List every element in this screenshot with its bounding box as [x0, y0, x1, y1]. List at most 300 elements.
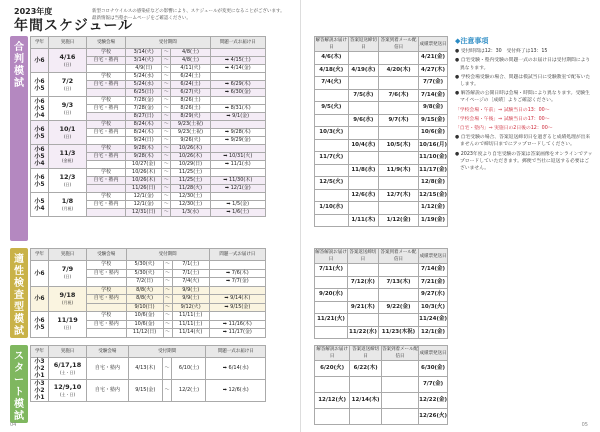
venue-cell: 自宅・塾内	[87, 358, 129, 380]
venue-cell: 学校	[87, 49, 126, 57]
period-start: 8/27(日)	[125, 113, 161, 121]
result-cell: 12/22(金)	[419, 393, 448, 409]
result-cell	[348, 264, 379, 277]
result-cell: 12/8(金)	[419, 177, 448, 190]
result-cell: 1/12(金)	[379, 214, 419, 227]
result-cell: 11/24(金)	[419, 314, 448, 327]
period-sep: ～	[163, 89, 169, 95]
period-start: 4/9(日)	[125, 65, 161, 73]
exam-date-cell	[49, 193, 87, 217]
notice-item: ● 学校会場受験の場合、問題は模試当日に受験教室で配布いたします。	[455, 74, 591, 88]
exam-date: 4/16	[59, 52, 76, 61]
section-label-gohan	[10, 36, 28, 241]
period-start: 6/25(日)	[125, 89, 161, 97]
result-cell: 6/20(火)	[315, 361, 350, 377]
column-header: 答案到着メール配信日	[382, 347, 418, 359]
result-cell	[381, 409, 418, 425]
delivery-date: ➡ 9/14(木)	[209, 295, 265, 304]
table-row	[315, 114, 448, 127]
result-cell: 7/14(金)	[419, 89, 448, 102]
result-cell: 9/22(金)	[378, 301, 418, 314]
result-cell	[315, 114, 349, 127]
note-line2: 最新情報は当塾ホームページをご確認ください。	[92, 16, 191, 21]
delivery-date	[210, 49, 265, 57]
delivery-date: ➡ 4/15(土)	[210, 57, 265, 65]
exam-dow: (日)	[63, 274, 72, 280]
result-cell: 7/14(金)	[419, 264, 448, 277]
result-cell: 11/22(水)	[348, 326, 379, 339]
column-header: 受付期間	[126, 249, 209, 261]
table-row	[31, 193, 266, 201]
period-end: 11/28(火)	[171, 185, 210, 193]
period-sep: ～	[163, 261, 172, 270]
period-start: 10/26(木)	[125, 169, 161, 177]
exam-date-cell	[49, 121, 87, 145]
table-row	[31, 380, 266, 402]
period-sep: ～	[163, 65, 169, 71]
period-start: 11/12(日)	[126, 329, 163, 338]
note-line1: 新型コロナウイルスの感染症などの影響により、スケジュールが変更になることがございます。	[92, 9, 285, 14]
grade-cell: 小6	[31, 49, 49, 73]
period-sep: ～	[163, 329, 172, 338]
notice-item: 「学校会場・午前」⇒ 試験当日の13：00〜	[455, 107, 550, 113]
period-start: 8/24(木)	[125, 121, 161, 129]
column-header: 学年	[31, 249, 49, 261]
period-start: 5/30(火)	[126, 269, 163, 278]
result-cell	[348, 202, 378, 215]
notice-box	[455, 38, 593, 174]
period-sep: ～	[163, 145, 169, 151]
period-start: 9/28(木)	[125, 145, 161, 153]
column-header: 答案返送締切日	[349, 250, 377, 262]
column-header: 問題一式お届け日	[209, 249, 265, 261]
column-header: 実施日	[49, 249, 87, 261]
result-cell	[379, 77, 419, 90]
column-header: 受付期間	[125, 37, 210, 49]
period-start: 5/24(水)	[125, 73, 161, 81]
table-row	[315, 152, 448, 165]
delivery-date: ➡ 11/17(金)	[209, 329, 265, 338]
period-start: 11/26(日)	[125, 185, 161, 193]
venue-cell: 学校	[87, 97, 126, 105]
table-row	[31, 358, 266, 380]
result-cell	[350, 377, 382, 393]
period-end: 4/11(火)	[171, 65, 210, 73]
period-start: 4/13(木)	[128, 358, 162, 380]
delivery-date: ➡ 12/1(金)	[210, 185, 265, 193]
result-cell: 10/3(火)	[315, 127, 349, 140]
venue-cell: 学校	[87, 312, 127, 321]
period-start: 7/28(金)	[125, 97, 161, 105]
table-row	[31, 49, 266, 57]
result-cell: 4/19(水)	[348, 64, 378, 77]
column-header: 答案返送締切日	[349, 38, 377, 50]
period-sep: ～	[163, 303, 172, 312]
period-end: 7/4(火)	[172, 278, 209, 287]
result-cell: 11/8(水)	[348, 164, 378, 177]
exam-dow: (金祝)	[61, 157, 74, 163]
period-start: 12/1(金)	[125, 201, 161, 209]
column-header: 問題一式お届け日	[206, 346, 266, 358]
period-sep: ～	[162, 358, 172, 380]
column-header: 受付期間	[128, 346, 206, 358]
result-cell: 7/11(火)	[315, 264, 348, 277]
delivery-date: ➡ 6/14(水)	[206, 358, 266, 380]
delivery-date	[210, 145, 265, 153]
result-cell: 12/12(火)	[315, 393, 350, 409]
result-cell	[378, 264, 418, 277]
venue-cell	[87, 329, 127, 338]
page-number-left: 04	[10, 422, 17, 428]
period-start: 10/6(金)	[126, 312, 163, 321]
period-end: 6/27(火)	[171, 89, 210, 97]
result-cell	[315, 409, 350, 425]
exam-date: 6/17,18	[53, 360, 82, 369]
delivery-date: ➡ 12/6(水)	[206, 380, 266, 402]
period-sep: ～	[163, 177, 169, 183]
period-start: 5/30(火)	[126, 261, 163, 270]
exam-date-cell	[49, 261, 87, 287]
result-cell	[350, 409, 382, 425]
period-sep: ～	[163, 113, 169, 119]
column-header: 受験会場	[87, 249, 127, 261]
column-header: 受験会場	[87, 346, 129, 358]
result-cell	[379, 102, 419, 115]
table-row	[31, 73, 266, 81]
period-end: 11/14(火)	[172, 329, 209, 338]
venue-cell	[87, 303, 127, 312]
result-cell	[315, 377, 350, 393]
result-cell: 7/7(金)	[419, 377, 448, 393]
column-header: 解答解説お届け日	[315, 38, 348, 50]
result-cell: 4/21(金)	[419, 52, 448, 65]
venue-cell: 自宅・塾内	[87, 81, 126, 89]
period-sep: ～	[163, 129, 169, 135]
column-header: 答案到着メール配信日	[378, 249, 418, 264]
result-cell	[379, 177, 419, 190]
result-cell: 10/3(火)	[419, 301, 448, 314]
column-header: 学年	[31, 37, 49, 49]
table-row	[31, 261, 266, 270]
period-sep: ～	[162, 380, 172, 402]
period-end: 11/25(土)	[171, 177, 210, 185]
exam-date-cell	[49, 73, 87, 97]
period-sep: ～	[163, 320, 172, 329]
section-label-char: 試	[14, 411, 24, 422]
period-end: 6/24(土)	[171, 73, 210, 81]
period-start: 10/26(木)	[125, 177, 161, 185]
period-start: 3/14(火)	[125, 49, 161, 57]
period-start: 10/27(金)	[125, 161, 161, 169]
exam-dow: (月祝)	[61, 299, 74, 305]
delivery-date: ➡ 6/29(木)	[210, 81, 265, 89]
grade-cell: 小6 小5	[31, 121, 49, 145]
table-row	[31, 286, 266, 295]
table-row	[315, 289, 448, 302]
result-cell	[379, 202, 419, 215]
exam-dow: (土・日)	[59, 391, 76, 397]
table-row	[315, 164, 448, 177]
period-end: 10/26(木)	[171, 145, 210, 153]
table-row	[315, 202, 448, 215]
period-sep: ～	[163, 312, 172, 321]
result-cell: 7/12(水)	[348, 276, 379, 289]
venue-cell: 学校	[87, 145, 126, 153]
result-cell: 9/15(金)	[419, 114, 448, 127]
delivery-date	[210, 169, 265, 177]
result-cell	[315, 189, 349, 202]
result-cell: 1/11(木)	[348, 214, 378, 227]
period-end: 9/9(土)	[172, 295, 209, 304]
period-end: 6/10(土)	[172, 358, 206, 380]
period-sep: ～	[163, 278, 172, 287]
result-cell: 4/27(木)	[419, 64, 448, 77]
exam-date-cell	[49, 97, 87, 121]
result-cell	[379, 52, 419, 65]
delivery-date: ➡ 11/30(木)	[210, 177, 265, 185]
delivery-date: ➡ 7/7(金)	[209, 278, 265, 287]
exam-dow: (日)	[63, 61, 72, 67]
delivery-date	[210, 97, 265, 105]
result-cell	[348, 314, 379, 327]
exam-dow: (日)	[63, 109, 72, 115]
result-cell: 10/4(水)	[348, 139, 378, 152]
delivery-date: ➡ 7/6(木)	[209, 269, 265, 278]
result-cell	[381, 361, 418, 377]
period-sep: ～	[163, 121, 169, 127]
period-sep: ～	[163, 81, 169, 87]
result-cell: 7/13(木)	[378, 276, 418, 289]
period-sep: ～	[163, 169, 169, 175]
period-end: 4/8(土)	[171, 57, 210, 65]
exam-date-cell	[49, 312, 87, 338]
venue-cell: 自宅・塾内	[87, 153, 126, 161]
gohan-left-table	[30, 36, 266, 217]
grade-cell: 小6	[31, 261, 49, 287]
exam-date-cell	[49, 358, 87, 380]
section-label-char: 試	[14, 78, 24, 89]
grade-cell: 小5 小4	[31, 193, 49, 217]
result-cell: 9/27(水)	[419, 289, 448, 302]
period-end: 8/26(土)	[171, 105, 210, 113]
period-sep: ～	[163, 161, 169, 167]
table-row	[31, 145, 266, 153]
result-cell: 10/5(木)	[379, 139, 419, 152]
exam-date: 11/3	[59, 148, 76, 157]
grade-cell: 小3 小2 小1	[31, 380, 49, 402]
result-cell: 12/5(火)	[315, 177, 349, 190]
table-row	[31, 169, 266, 177]
delivery-date: ➡ 9/29(金)	[210, 137, 265, 145]
result-cell: 4/20(木)	[379, 64, 419, 77]
notice-item: 「自宅・塾内」⇒ 実施日の2日後の12：00〜	[455, 126, 553, 132]
period-sep: ～	[163, 209, 169, 215]
venue-cell: 自宅・塾内	[87, 201, 126, 209]
result-cell: 7/21(金)	[419, 276, 448, 289]
exam-date-cell	[49, 380, 87, 402]
table-row	[31, 312, 266, 321]
exam-date-cell	[49, 169, 87, 193]
section-label-char: 適	[14, 254, 24, 265]
period-end: 6/24(土)	[171, 81, 210, 89]
table-row	[315, 214, 448, 227]
delivery-date	[209, 312, 265, 321]
result-cell	[315, 326, 348, 339]
result-cell: 6/22(木)	[350, 361, 382, 377]
period-sep: ～	[163, 153, 169, 159]
period-sep: ～	[163, 193, 169, 199]
column-header: 学年	[31, 346, 49, 358]
period-end: 9/9(土)	[172, 286, 209, 295]
header-note	[92, 8, 292, 22]
table-row	[31, 121, 266, 129]
period-sep: ～	[163, 49, 169, 55]
table-row	[315, 64, 448, 77]
venue-cell: 自宅・塾内	[87, 129, 126, 137]
period-sep: ～	[163, 185, 169, 191]
result-cell: 7/4(火)	[315, 77, 349, 90]
exam-dow: (土・日)	[59, 369, 76, 375]
exam-dow: (日)	[63, 325, 72, 331]
result-cell: 11/7(火)	[315, 152, 349, 165]
exam-dow: (日)	[63, 181, 72, 187]
period-end: 11/11(土)	[172, 320, 209, 329]
delivery-date: ➡ 8/31(木)	[210, 105, 265, 113]
table-row	[315, 52, 448, 65]
column-header: 受験会場	[87, 37, 126, 49]
period-start: 9/24(日)	[125, 137, 161, 145]
grade-cell: 小6 小5 小4	[31, 97, 49, 121]
period-end: 9/23(土祝)	[171, 129, 210, 137]
delivery-date	[209, 261, 265, 270]
table-row	[315, 189, 448, 202]
venue-cell	[87, 185, 126, 193]
result-cell: 7/6(木)	[379, 89, 419, 102]
table-row	[315, 77, 448, 90]
period-start: 9/10(日)	[126, 303, 163, 312]
period-sep: ～	[163, 105, 169, 111]
venue-cell: 自宅・塾内	[87, 295, 127, 304]
exam-date: 9/18	[59, 290, 76, 299]
page-divider	[300, 0, 301, 432]
delivery-date: ➡ 9/28(木)	[210, 129, 265, 137]
section-label-char: タ	[14, 363, 24, 374]
exam-date: 7/9	[61, 265, 74, 274]
delivery-date: ➡ 9/15(金)	[209, 303, 265, 312]
section-label-char: 査	[14, 290, 24, 301]
exam-date-cell	[49, 286, 87, 312]
result-cell: 11/17(金)	[419, 164, 448, 177]
result-cell	[378, 314, 418, 327]
period-end: 10/29(日)	[171, 161, 210, 169]
venue-cell	[87, 89, 126, 97]
period-end: 9/23(土祝)	[171, 121, 210, 129]
period-end: 7/1(土)	[172, 269, 209, 278]
venue-cell: 学校	[87, 121, 126, 129]
result-cell: 9/21(木)	[348, 301, 379, 314]
result-cell: 12/26(火)	[419, 409, 448, 425]
result-cell: 12/7(木)	[379, 189, 419, 202]
result-cell	[315, 89, 349, 102]
result-cell: 9/6(水)	[348, 114, 378, 127]
delivery-date: ➡ 9/1(金)	[210, 113, 265, 121]
table-row	[315, 102, 448, 115]
exam-date-cell	[49, 49, 87, 73]
result-cell	[348, 77, 378, 90]
delivery-date	[210, 73, 265, 81]
column-header: 答案到着メール配信日	[379, 37, 419, 52]
section-label-char: 試	[14, 326, 24, 337]
section-label-char: 模	[14, 66, 24, 77]
delivery-date: ➡ 1/5(金)	[210, 201, 265, 209]
period-end: 12/2(土)	[172, 380, 206, 402]
venue-cell: 学校	[87, 169, 126, 177]
section-label-char: ト	[14, 387, 24, 398]
table-row	[315, 301, 448, 314]
exam-date: 10/1	[59, 124, 76, 133]
table-row	[31, 97, 266, 105]
period-sep: ～	[163, 201, 169, 207]
table-row	[315, 361, 448, 377]
venue-cell	[87, 137, 126, 145]
period-sep: ～	[163, 286, 172, 295]
grade-cell: 小3 小2 小1	[31, 358, 49, 380]
section-label-char: 検	[14, 278, 24, 289]
result-cell: 10/6(金)	[419, 127, 448, 140]
period-start: 8/8(火)	[126, 286, 163, 295]
result-cell: 7/7(金)	[419, 77, 448, 90]
section-label-tekisei	[10, 248, 28, 338]
grade-cell: 小6 小5	[31, 169, 49, 193]
exam-dow: (日)	[63, 133, 72, 139]
period-sep: ～	[163, 57, 169, 63]
column-header: 実施日	[49, 346, 87, 358]
notice-item: ● 2023年度より自宅受験の答案は答案画像をオンラインでアップロードしていただきます。郵便で当社に返送する必要はございません。	[455, 151, 593, 172]
section-label-char: 判	[14, 54, 24, 65]
period-start: 10/6(金)	[126, 320, 163, 329]
result-cell	[348, 127, 378, 140]
delivery-date	[209, 286, 265, 295]
period-end: 12/30(土)	[171, 201, 210, 209]
grade-cell: 小6 小5	[31, 312, 49, 338]
notice-item: 「学校会場・午後」⇒ 試験当日の17：00〜	[455, 116, 550, 122]
delivery-date: ➡ 1/6(土)	[210, 209, 265, 217]
result-cell: 11/23(木祝)	[378, 326, 418, 339]
start-right-table	[314, 345, 448, 425]
venue-cell	[87, 278, 127, 287]
period-start: 9/28(木)	[125, 153, 161, 161]
result-cell	[348, 52, 378, 65]
result-cell: 4/6(木)	[315, 52, 349, 65]
period-end: 8/26(土)	[171, 97, 210, 105]
grade-cell: 小6	[31, 286, 49, 312]
venue-cell: 自宅・塾内	[87, 380, 129, 402]
delivery-date: ➡ 6/30(金)	[210, 89, 265, 97]
delivery-date: ➡ 10/31(火)	[210, 153, 265, 161]
table-row	[315, 276, 448, 289]
period-sep: ～	[163, 73, 169, 79]
result-cell: 10/16(月)	[419, 139, 448, 152]
venue-cell: 自宅・塾内	[87, 269, 127, 278]
period-end: 7/1(土)	[172, 261, 209, 270]
period-end: 11/11(土)	[172, 312, 209, 321]
table-row	[315, 89, 448, 102]
venue-cell: 自宅・塾内	[87, 320, 127, 329]
table-row	[315, 409, 448, 425]
start-left-table	[30, 345, 266, 402]
section-label-char: 型	[14, 302, 24, 313]
venue-cell: 学校	[87, 73, 126, 81]
